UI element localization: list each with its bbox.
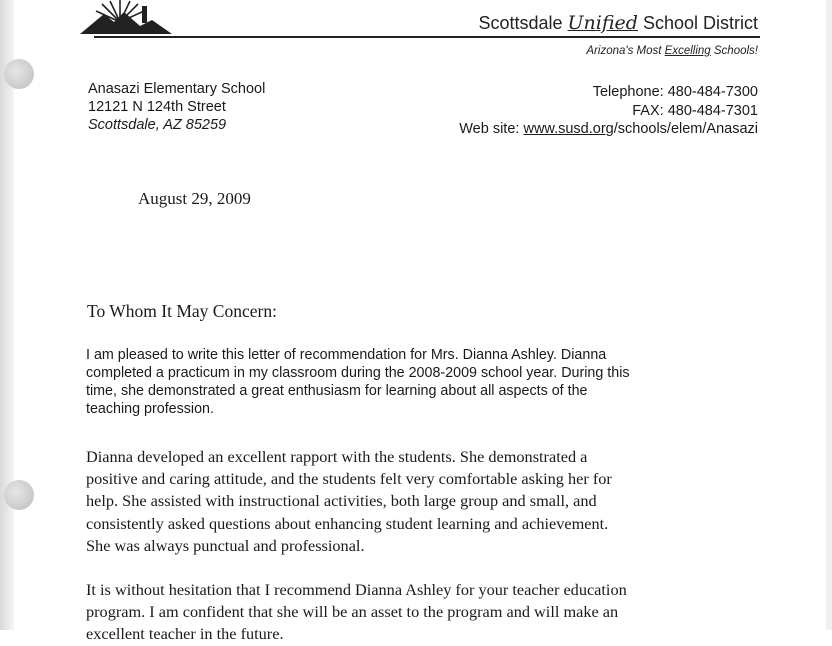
punch-hole-top <box>4 59 34 89</box>
paragraph-line: I am pleased to write this letter of recommendation for Mrs. Dianna Ashley. Dianna <box>86 347 607 363</box>
tagline-prefix: Arizona's Most <box>586 45 662 57</box>
school-city: Scottsdale, AZ 85259 <box>88 117 227 133</box>
header-rule <box>94 36 760 38</box>
district-name <box>478 12 758 34</box>
paragraph-1 <box>86 346 766 418</box>
paragraph-line: Dianna developed an excellent rapport with the students. She demonstrated a <box>86 447 588 466</box>
paragraph-line: excellent teacher in the future. <box>86 624 284 644</box>
district-prefix: Scottsdale <box>478 13 563 33</box>
web-domain-link[interactable]: www.susd.org <box>523 121 614 137</box>
school-address <box>88 80 265 134</box>
district-tagline <box>586 45 758 57</box>
paragraph-line: positive and caring attitude, and the students felt very comfortable asking her for <box>86 469 612 489</box>
tagline-suffix: Schools! <box>713 45 758 57</box>
school-street: 12121 N 124th Street <box>88 99 226 115</box>
letter-date: August 29, 2009 <box>138 189 251 208</box>
paragraph-line: consistently asked questions about enhancing student learning and achievement. <box>86 513 609 533</box>
punch-hole-bottom <box>4 480 34 510</box>
web-path: /schools/elem/Anasazi <box>613 121 758 137</box>
school-name: Anasazi Elementary School <box>88 81 266 97</box>
web-label: Web site: <box>459 121 520 137</box>
telephone: Telephone: 480-484-7300 <box>592 84 758 100</box>
paragraph-3 <box>86 579 766 646</box>
paragraph-line: time, she demonstrated a great enthusiasm for learning about all aspects of the <box>86 383 588 399</box>
salutation: To Whom It May Concern: <box>87 301 277 321</box>
paragraph-line: completed a practicum in my classroom during the 2008-2009 school year. During this <box>86 365 630 381</box>
district-logo-icon <box>80 0 172 36</box>
paragraph-line: teaching profession. <box>86 401 214 417</box>
fax: FAX: 480-484-7301 <box>632 102 758 119</box>
website <box>459 120 758 139</box>
scan-shadow <box>0 0 14 630</box>
paragraph-line: It is without hesitation that I recommend Dianna Ashley for your teacher education <box>86 580 627 599</box>
tagline-excelling: Excelling <box>664 45 711 57</box>
contact-block <box>459 83 758 139</box>
paragraph-2 <box>86 446 766 557</box>
paragraph-line: program. I am confident that she will be an asset to the program and will make an <box>86 602 619 622</box>
paragraph-line: help. She assisted with instructional activities, both large group and small, and <box>86 491 597 511</box>
paragraph-line: She was always punctual and professional. <box>86 535 365 555</box>
district-suffix: School District <box>642 13 758 33</box>
district-unified: Unified <box>567 12 638 34</box>
scan-edge <box>826 0 832 630</box>
